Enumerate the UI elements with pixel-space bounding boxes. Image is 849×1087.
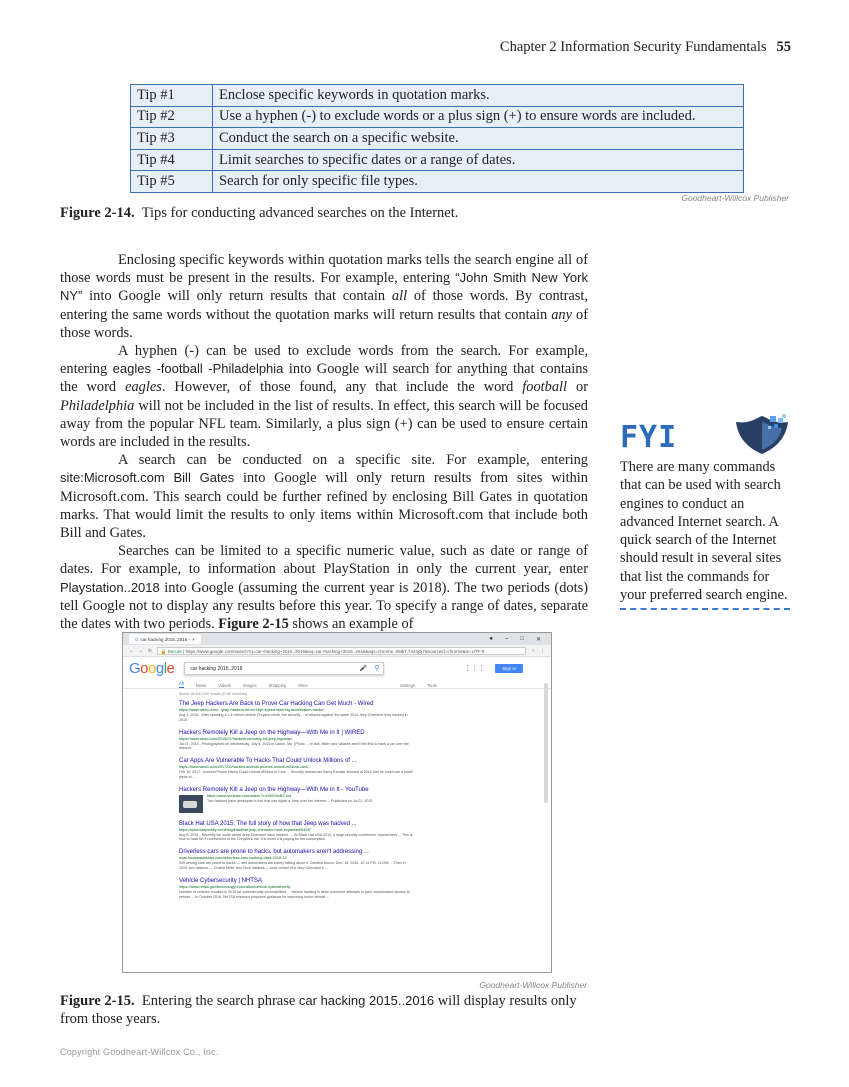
close-tab-icon: ×: [192, 636, 195, 642]
list-item: Hackers Remotely Kill a Jeep on the Highway—With Me in It - YouTube https://www.youtube.com/watch?v=MK0SrxBC1xs Two hackers have developed a tool that can hijack a Jeep over the internet ... Published on Jul 21, 2015: [179, 787, 414, 813]
figure-label: Figure 2-14.: [60, 205, 135, 221]
maximize-icon: □: [520, 635, 524, 642]
fyi-sidebar: [620, 420, 790, 610]
fyi-text: There are many commands that can be used with search engines to conduct an advanced Internet search. A quick search of the Internet should result in several sites that list the commands for your preferred search engine.: [620, 459, 788, 604]
tip-text: Enclose specific keywords in quotation marks.: [213, 85, 744, 107]
table-row: [131, 128, 744, 150]
list-item: Black Hat USA 2015: The full story of how that Jeep was hacked ... https://www.kaspersky.com/blog/blackhat-jeep-cherokee-hack-explained/9493/ Aug 6, 2015 - Recently we wrote about Jeep Cherokee hack incident. ... At Black Hat USA 2015, a large security conference, researchers ... This is how to hack Wi-Fi connection of the Chrysler's car. It is worth it is paying for the subscription.: [179, 820, 413, 842]
search-example: car hacking 2015..2016: [298, 993, 435, 1008]
fyi-divider: [620, 608, 790, 610]
table-row: [131, 85, 744, 107]
close-icon: ✕: [535, 636, 541, 643]
apps-grid-icon: ⋮⋮⋮: [464, 665, 486, 672]
list-item: The Jeep Hackers Are Back to Prove Car Hacking Can Get Much - Wired https://www.wired.com/.../jeep-hackers-return-high-speed-steering-acceleration-hacks/ Aug 1, 2016 - After sparking a 1.4 million vehicle Chrysler recall, the security ... of attacks against the same 2014 Jeep Cherokee they hacked in 2015.: [179, 701, 408, 722]
figure-credit: Goodheart-Willcox Publisher: [479, 980, 587, 990]
search-example: “John Smith New York NY”: [60, 270, 588, 304]
body-text: [60, 251, 588, 633]
address-bar: [123, 645, 551, 657]
paragraph: A hyphen (-) can be used to exclude words from the search. For example, entering eagles -football -Philadelphia into Google will search for anything that contains the word eagles. However, of those found, any that include the word football or Philadelphia will not be included in the list of results. In effect, this search will be focused away from the popular NFL team. Similarly, a plus sign (+) can be used to ensure certain words are included in the results.: [60, 343, 588, 451]
tip-text: Conduct the search on a specific website.: [213, 128, 744, 150]
search-example: site:Microsoft.com Bill Gates: [60, 470, 235, 486]
reload-icon: ↻: [148, 647, 152, 653]
list-item: Hackers Remotely Kill a Jeep on the Highway—With Me in It | WIRED https://www.wired.com/2015/07/hackers-remotely-kill-jeep-highway/ Jul 21, 2015 - Photographed on Wednesday, July 8, 2015 in Ladue, Mo. (Photo ... In fact, Miller and Valasek aren't the first to hack a car over the Internet.: [179, 729, 409, 751]
copyright: Copyright Goodheart-Willcox Co., Inc.: [60, 1047, 219, 1057]
sign-in-button: Sign in: [495, 664, 523, 673]
paragraph: Enclosing specific keywords within quotation marks tells the search engine all of those words must be present in the results. For example, entering “John Smith New York NY” into Google will only return results that contain all of those words. By contrast, entering the same words without the quotation marks will return results that contain any of those words.: [60, 252, 589, 341]
lock-icon: 🔒: [160, 648, 167, 654]
figure-caption-text: Tips for conducting advanced searches on the Internet.: [141, 205, 459, 221]
user-icon: ●: [489, 635, 493, 642]
search-example: eagles -football -Philadelphia: [112, 361, 284, 377]
list-item: Vehicle Cybersecurity | NHTSA https://www.nhtsa.gov/technology-innovation/vehicle-cybersecurity Number of vehicles recalled in 2015 for cybersecurity vulnerabilities ... Vehicle hacking is when someone attempts to gain unauthorized access to vehicle ... In October 2016, NHTSA released proposed guidance for improving motor vehicle ...: [179, 877, 410, 899]
figure-reference: Figure 2-15: [218, 616, 289, 633]
minimize-icon: –: [505, 635, 509, 642]
result-stats: About 18,600,000 results (0.56 seconds): [179, 692, 248, 696]
table-row: [131, 106, 744, 128]
google-logo: Google: [129, 659, 175, 677]
list-item: Driverless cars are prone to hacks, but automakers aren't addressing ... www.businessinsider.com/driverless-cars-hacking-risks-2016-12 Self-driving cars are prone to hacks — and automakers are barely talking about it. Danielle Muoio. Dec. 18, 2016, 12:14 PM. 14,098 ... Then in 2015, two hackers — Charlie Miller and Chris Valasek — took control of a Jeep Cherokee's ...: [179, 849, 406, 870]
google-tabs: All News Videos Images Shopping More Settings Tools: [123, 679, 551, 689]
tip-number: Tip #1: [131, 85, 213, 107]
scrollbar: [544, 683, 548, 803]
paragraph: A search can be conducted on a specific site. For example, entering site:Microsoft.com Bill Gates into Google will only return results from sites within Microsoft.com. This search could be further refined by enclosing Bill Gates in quotation marks. That would limit the results to only items within Microsoft.com that include both Bill and Gates.: [60, 452, 588, 542]
tips-table: [130, 84, 744, 193]
figure-14-caption: [60, 205, 458, 222]
list-item: Car Apps Are Vulnerable To Hacks That Could Unlock Millions of ... https://www.wired.com/2017/02/hacked-android-phones-unlock-millions-cars/ Feb 16, 2017 - Android Phone Hacks Could Unlock Millions of Cars ... Security researcher Samy Kamkar showed in 2015 that he could use a small piece of ...: [179, 758, 413, 779]
paragraph: Searches can be limited to a specific numeric value, such as date or range of dates. For example, to information about PlayStation in only the current year, enter Playstation..2018 into Google (assuming the current year is 2018). The two periods (dots) tell Google not to display any results before this year. To specify a range of dates, separate the dates with two periods. Figure 2-15 shows an example of: [60, 543, 588, 633]
google-header: [123, 657, 551, 679]
tip-text: Limit searches to specific dates or a range of dates.: [213, 149, 744, 171]
google-search-box: car hacking 2015..2016 🎤 ⚲: [184, 662, 384, 675]
search-icon: ⚲: [374, 664, 380, 672]
fyi-title: FYI: [620, 420, 678, 455]
browser-tab-bar: [123, 633, 551, 645]
google-favicon-icon: G: [135, 636, 139, 642]
tip-text: Search for only specific file types.: [213, 171, 744, 193]
back-icon: ←: [129, 648, 134, 653]
running-header: [500, 39, 791, 56]
tip-text: Use a hyphen (-) to exclude words or a plus sign (+) to ensure words are included.: [213, 106, 744, 128]
browser-tab: G car hacking 2015..2016 - ×: [129, 634, 201, 644]
table-row: [131, 171, 744, 193]
url-field: 🔒 Secure | https://www.google.com/search?q=car+hacking+2015..2016&oq=car+hacking+2015..2016&aqs=chrome..69i57.7343j0j7&sourceid=chrome&ie=UTF-8: [157, 647, 527, 655]
tip-number: Tip #3: [131, 128, 213, 150]
figure-15-caption: Figure 2-15. Entering the search phrase car hacking 2015..2016 will display results only from those years.: [60, 993, 577, 1027]
tip-number: Tip #5: [131, 171, 213, 193]
mic-icon: 🎤: [359, 665, 368, 672]
forward-icon: →: [138, 648, 143, 653]
page-number: 55: [776, 39, 791, 55]
search-example: Playstation..2018: [60, 579, 160, 595]
chapter-title: Chapter 2 Information Security Fundamentals: [499, 39, 767, 55]
menu-icon: ⋮: [540, 647, 545, 653]
search-results: [123, 689, 551, 899]
table-row: [131, 149, 744, 171]
figure-label: Figure 2-15.: [60, 993, 135, 1009]
video-thumbnail: [179, 795, 203, 813]
tip-number: Tip #2: [131, 106, 213, 128]
browser-screenshot: [122, 632, 552, 973]
figure-credit: Goodheart-Willcox Publisher: [681, 193, 789, 203]
tip-number: Tip #4: [131, 149, 213, 171]
star-icon: ☆: [531, 647, 536, 653]
